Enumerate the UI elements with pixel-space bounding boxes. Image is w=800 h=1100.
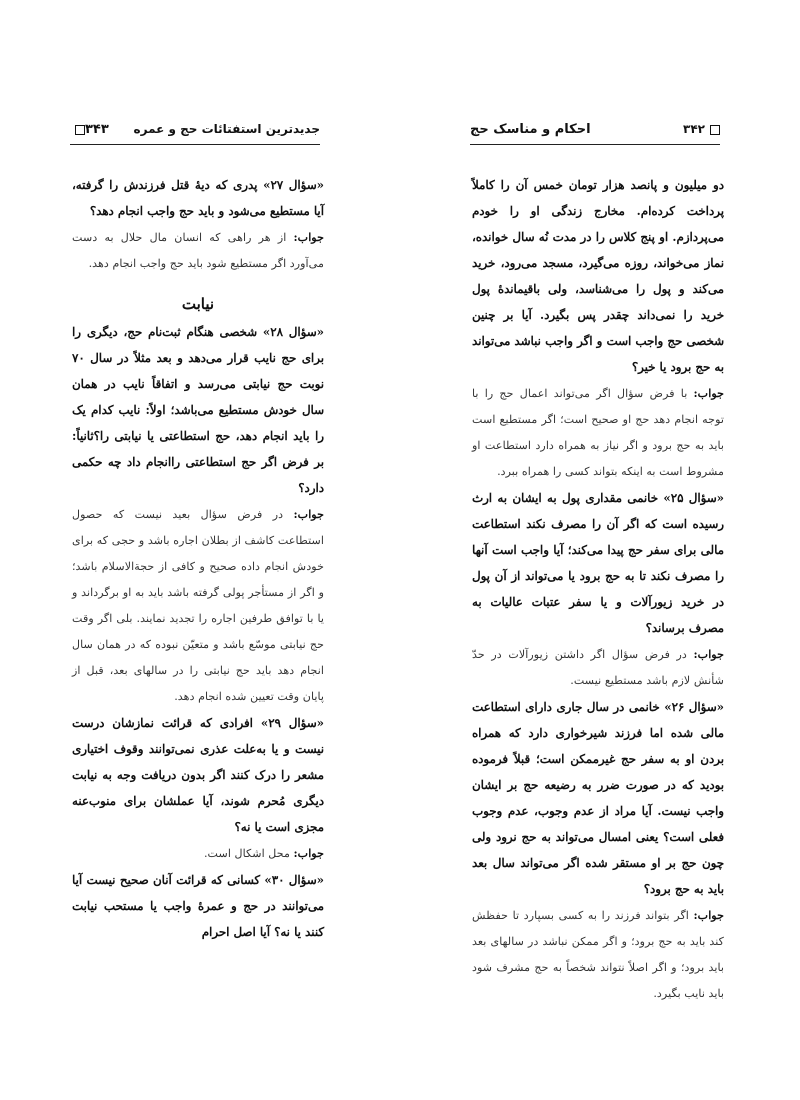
- page-header: [70, 120, 320, 145]
- page-body: [72, 172, 324, 945]
- question-25: «سؤال ۲۵» خانمی مقداری پول به ایشان به ارث رسیده است که اگر آن را مصرف نکند استطاعت مالی برای سفر حج پیدا می‌کند؛ آیا واجب است آنها را مصرف نکند تا به حج برود یا می‌تواند از آن پول در خرید زیورآلات و یا سفر عتبات عالیات به مصرف برساند؟: [472, 491, 724, 635]
- page-header: [470, 120, 720, 145]
- square-icon: [710, 125, 720, 135]
- answer-29: جواب: محل اشکال است.: [203, 846, 324, 860]
- answer-25: جواب: در فرض سؤال اگر داشتن زیورآلات در حدّ شأنش لازم باشد مستطیع نیست.: [472, 647, 724, 687]
- book-title: احکام و مناسک حج: [470, 122, 591, 137]
- page-body: [472, 172, 724, 1007]
- question-28: «سؤال ۲۸» شخصی هنگام ثبت‌نام حج، دیگری را برای حج نایب قرار می‌دهد و بعد مثلاً در سال ۷۰ نوبت حج نیابتی می‌رسد و اتفاقاً نایب در همان سال خودش مستطیع می‌باشد؛ اولاً: نایب کدام یک را باید انجام دهد، حج استطاعتی یا نیابتی را؟ثانیاً: بر فرض اگر حج استطاعتی راانجام داد چه حکمی دارد؟: [72, 325, 324, 495]
- question-24-continued: دو میلیون و پانصد هزار تومان خمس آن را کاملاً پرداخت کرده‌ام. مخارج زندگی او را خودم می‌پردازم. او پنج کلاس را در مدت نُه سال خوانده، نماز می‌خواند، روزه می‌گیرد، مسجد می‌رود، خرید می‌کند و پول را می‌شناسد، ولی باقیماندهٔ پول خرید را نمی‌داند چقدر پس بگیرد. آیا بر چنین شخصی حج واجب است و اگر واجب نباشد می‌تواند به حج برود یا خیر؟: [472, 178, 724, 374]
- square-icon: [75, 125, 85, 135]
- question-26: «سؤال ۲۶» خانمی در سال جاری دارای استطاعت مالی شده اما فرزند شیرخواری دارد که همراه بردن او به سفر حج غیرممکن است؛ قبلاً فرموده بودید که در صورت ضرر به رضیعه حج بر ایشان واجب نیست. آیا مراد از عدم وجوب، عدم وجوب فعلی است؟ یعنی امسال می‌تواند به حج نرود ولی چون حج بر او مستقر شده اگر می‌تواند سال بعد باید به حج برود؟: [472, 700, 724, 896]
- section-heading: نیابت: [181, 295, 215, 313]
- answer-label: جواب:: [293, 230, 324, 244]
- answer-label: جواب:: [693, 647, 724, 661]
- answer-label: جواب:: [693, 908, 724, 922]
- right-page: [400, 0, 800, 1100]
- answer-28: جواب: در فرض سؤال بعید نیست که حصول استطاعت کاشف از بطلان اجاره باشد و حجی که برای خودش انجام داده صحیح و کافی از حجة‌الاسلام باشد؛ و اگر از مستأجر پولی گرفته باشد باید به او برگرداند و یا با توافق طرفین اجاره را تجدید نمایند. بلی اگر وقت حج نیابتی موسّع باشد و متعیّن نبوده که در همان سال انجام دهد باید حج نیابتی را در سالهای بعد، قبل از پایان وقت تعیین شده انجام دهد.: [72, 507, 324, 703]
- question-30: «سؤال ۳۰» کسانی که قرائت آنان صحیح نیست آیا می‌توانند در حج و عمرهٔ واجب یا مستحب نیابت کنند یا نه؟ آیا اصل احرام: [72, 873, 324, 939]
- running-title: جدیدترین استفتائات حج و عمره: [133, 122, 320, 136]
- answer-24: جواب: با فرض سؤال اگر می‌تواند اعمال حج را با توجه انجام دهد حج او صحیح است؛ اگر مستطیع است باید به حج برود و اگر نیاز به همراه دارد استطاعت او مشروط است به اینکه بتواند کسی را همراه ببرد.: [472, 386, 725, 478]
- answer-26: جواب: اگر بتواند فرزند را به کسی بسپارد تا حفظش کند باید به حج برود؛ و اگر ممکن نباشد در سالهای بعد باید برود؛ و اگر اصلاً نتواند شخصاً به حج مشرف شود باید نایب بگیرد.: [472, 908, 724, 1000]
- question-29: «سؤال ۲۹» افرادی که قرائت نمازشان درست نیست و یا به‌علت عذری نمی‌توانند وقوف اختیاری مشعر را درک کنند اگر بدون دریافت وجه به نیابت دیگری مُحرم شوند، آیا عملشان برای منوب‌عنه مجزی است یا نه؟: [72, 716, 324, 834]
- question-27: «سؤال ۲۷» پدری که دیهٔ قتل فرزندش را گرفته، آیا مستطیع می‌شود و باید حج واجب انجام دهد؟: [72, 178, 324, 218]
- page-number: ۳۴۳: [70, 122, 109, 137]
- answer-label: جواب:: [293, 507, 324, 521]
- running-title: ۳۴۲: [683, 122, 720, 136]
- answer-label: جواب:: [293, 846, 324, 860]
- answer-label: جواب:: [693, 386, 725, 400]
- answer-27: جواب: از هر راهی که انسان مال حلال به دست می‌آورد اگر مستطیع شود باید حج واجب انجام دهد.: [72, 230, 324, 270]
